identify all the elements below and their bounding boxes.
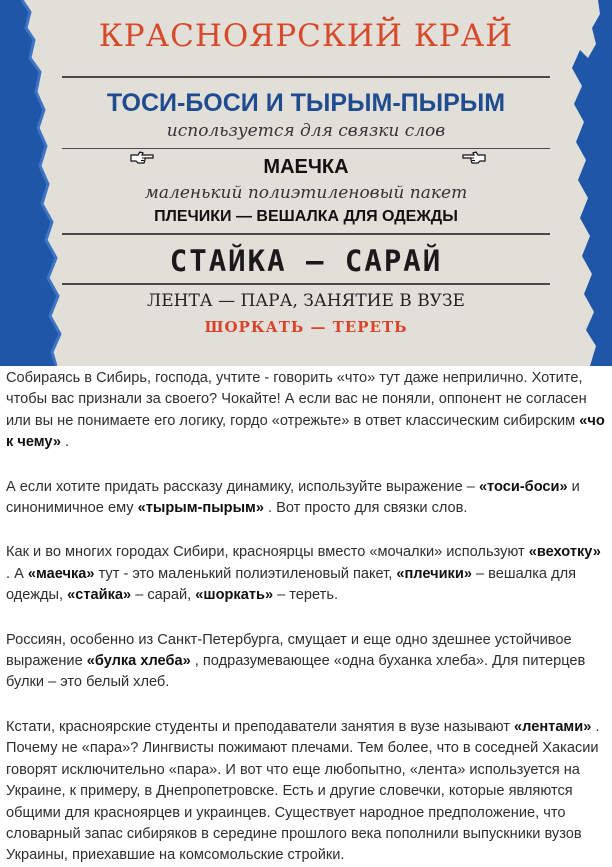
poster-region-title: КРАСНОЯРСКИЙ КРАЙ <box>98 18 514 54</box>
paragraph-text: Россиян, особенно из Санкт-Петербурга, смущает и еще одно здешнее устойчивое выражение <box>6 631 572 670</box>
highlight-term: «маечка» <box>27 565 95 582</box>
highlight-term: «стайка» <box>67 587 132 604</box>
poster-line-shorkat: ШОРКАТЬ — ТЕРЕТЬ <box>204 318 408 336</box>
paragraph-text: . Почему не «пара»? Лингвисты пожимают плечами. Тем более, что в соседней Хакасии говорят исключительно «пара». И вот что еще любопытно, «лента» используется на Украине, к примеру, в Днепропетровске. Есть и другие словечки, которые являются общими для красноярцев и украинцев. Существует народное предположение, что словарный запас сибиряков в середине прошлого века пополнили выпускники вузов Украины, приехавшие на комсомольские стройки. <box>6 718 600 864</box>
poster-line-maechka: МАЕЧКА <box>263 156 349 178</box>
poster-line-stayka: СТАЙКА — САРАЙ <box>169 244 443 278</box>
poster-line-tosi-bosi: ТОСИ-БОСИ И ТЫРЫМ-ПЫРЫМ <box>106 89 506 117</box>
article-paragraph <box>6 542 606 606</box>
poster-image <box>0 0 612 366</box>
paragraph-text: – тереть. <box>273 587 339 604</box>
paragraph-text: Как и во многих городах Сибири, красноярцы вместо «мочалки» используют <box>6 544 529 561</box>
paragraph-text: – вешалка для одежды, <box>6 565 577 604</box>
article-paragraph <box>6 477 606 520</box>
paragraph-text: . А <box>6 565 28 582</box>
highlight-term: «шоркать» <box>195 587 274 604</box>
poster-line-usage: используется для связки слов <box>166 121 446 141</box>
poster-rule <box>62 233 550 235</box>
paragraph-text: – сарай, <box>131 587 196 604</box>
paragraph-text: , подразумевающее «одна буханка хлеба». Для питерцев булки – это белый хлеб. <box>6 653 586 691</box>
highlight-term: «лентами» <box>514 718 592 735</box>
poster-rule <box>62 148 550 149</box>
article-paragraph <box>6 368 606 454</box>
poster-line-plechiki: ПЛЕЧИКИ — ВЕШАЛКА ДЛЯ ОДЕЖДЫ <box>154 208 458 225</box>
pointing-hand-left-icon <box>462 150 486 166</box>
article-paragraph <box>6 630 606 694</box>
paragraph-text: . Вот просто для связки слов. <box>263 500 468 517</box>
highlight-term: «булка хлеба» <box>86 653 191 670</box>
paragraph-text: Собираясь в Сибирь, господа, учтите - говорить «что» тут даже неприлично. Хотите, чтобы вас признали за своего? Чокайте! А если вас не поняли, оппонент не согласен или вы не понимаете его логику, гордо «отрежьте» в ответ классическим сибирским <box>6 370 587 429</box>
highlight-term: «тырым-пырым» <box>137 500 264 517</box>
highlight-term: «тоси-боси» <box>478 478 568 495</box>
poster-line-paket: маленький полиэтиленовый пакет <box>144 183 468 203</box>
paragraph-text: тут - это маленький полиэтиленовый пакет, <box>94 565 397 582</box>
poster-line-lenta: ЛЕНТА — ПАРА, ЗАНЯТИЕ В ВУЗЕ <box>147 291 465 311</box>
highlight-term: «вехотку» <box>528 544 601 561</box>
article-paragraph <box>6 717 606 867</box>
poster-rule <box>62 283 550 285</box>
poster-rule <box>62 76 550 78</box>
article-body <box>0 368 612 867</box>
paragraph-text: . <box>60 434 70 451</box>
paragraph-text: Кстати, красноярские студенты и преподаватели занятия в вузе называют <box>6 718 515 735</box>
highlight-term: «плечики» <box>396 565 472 582</box>
paragraph-text: А если хотите придать рассказу динамику, используйте выражение – <box>6 478 479 495</box>
paragraph-text: и синонимичное ему <box>6 478 580 517</box>
highlight-term: «чо к чему» <box>6 412 605 451</box>
